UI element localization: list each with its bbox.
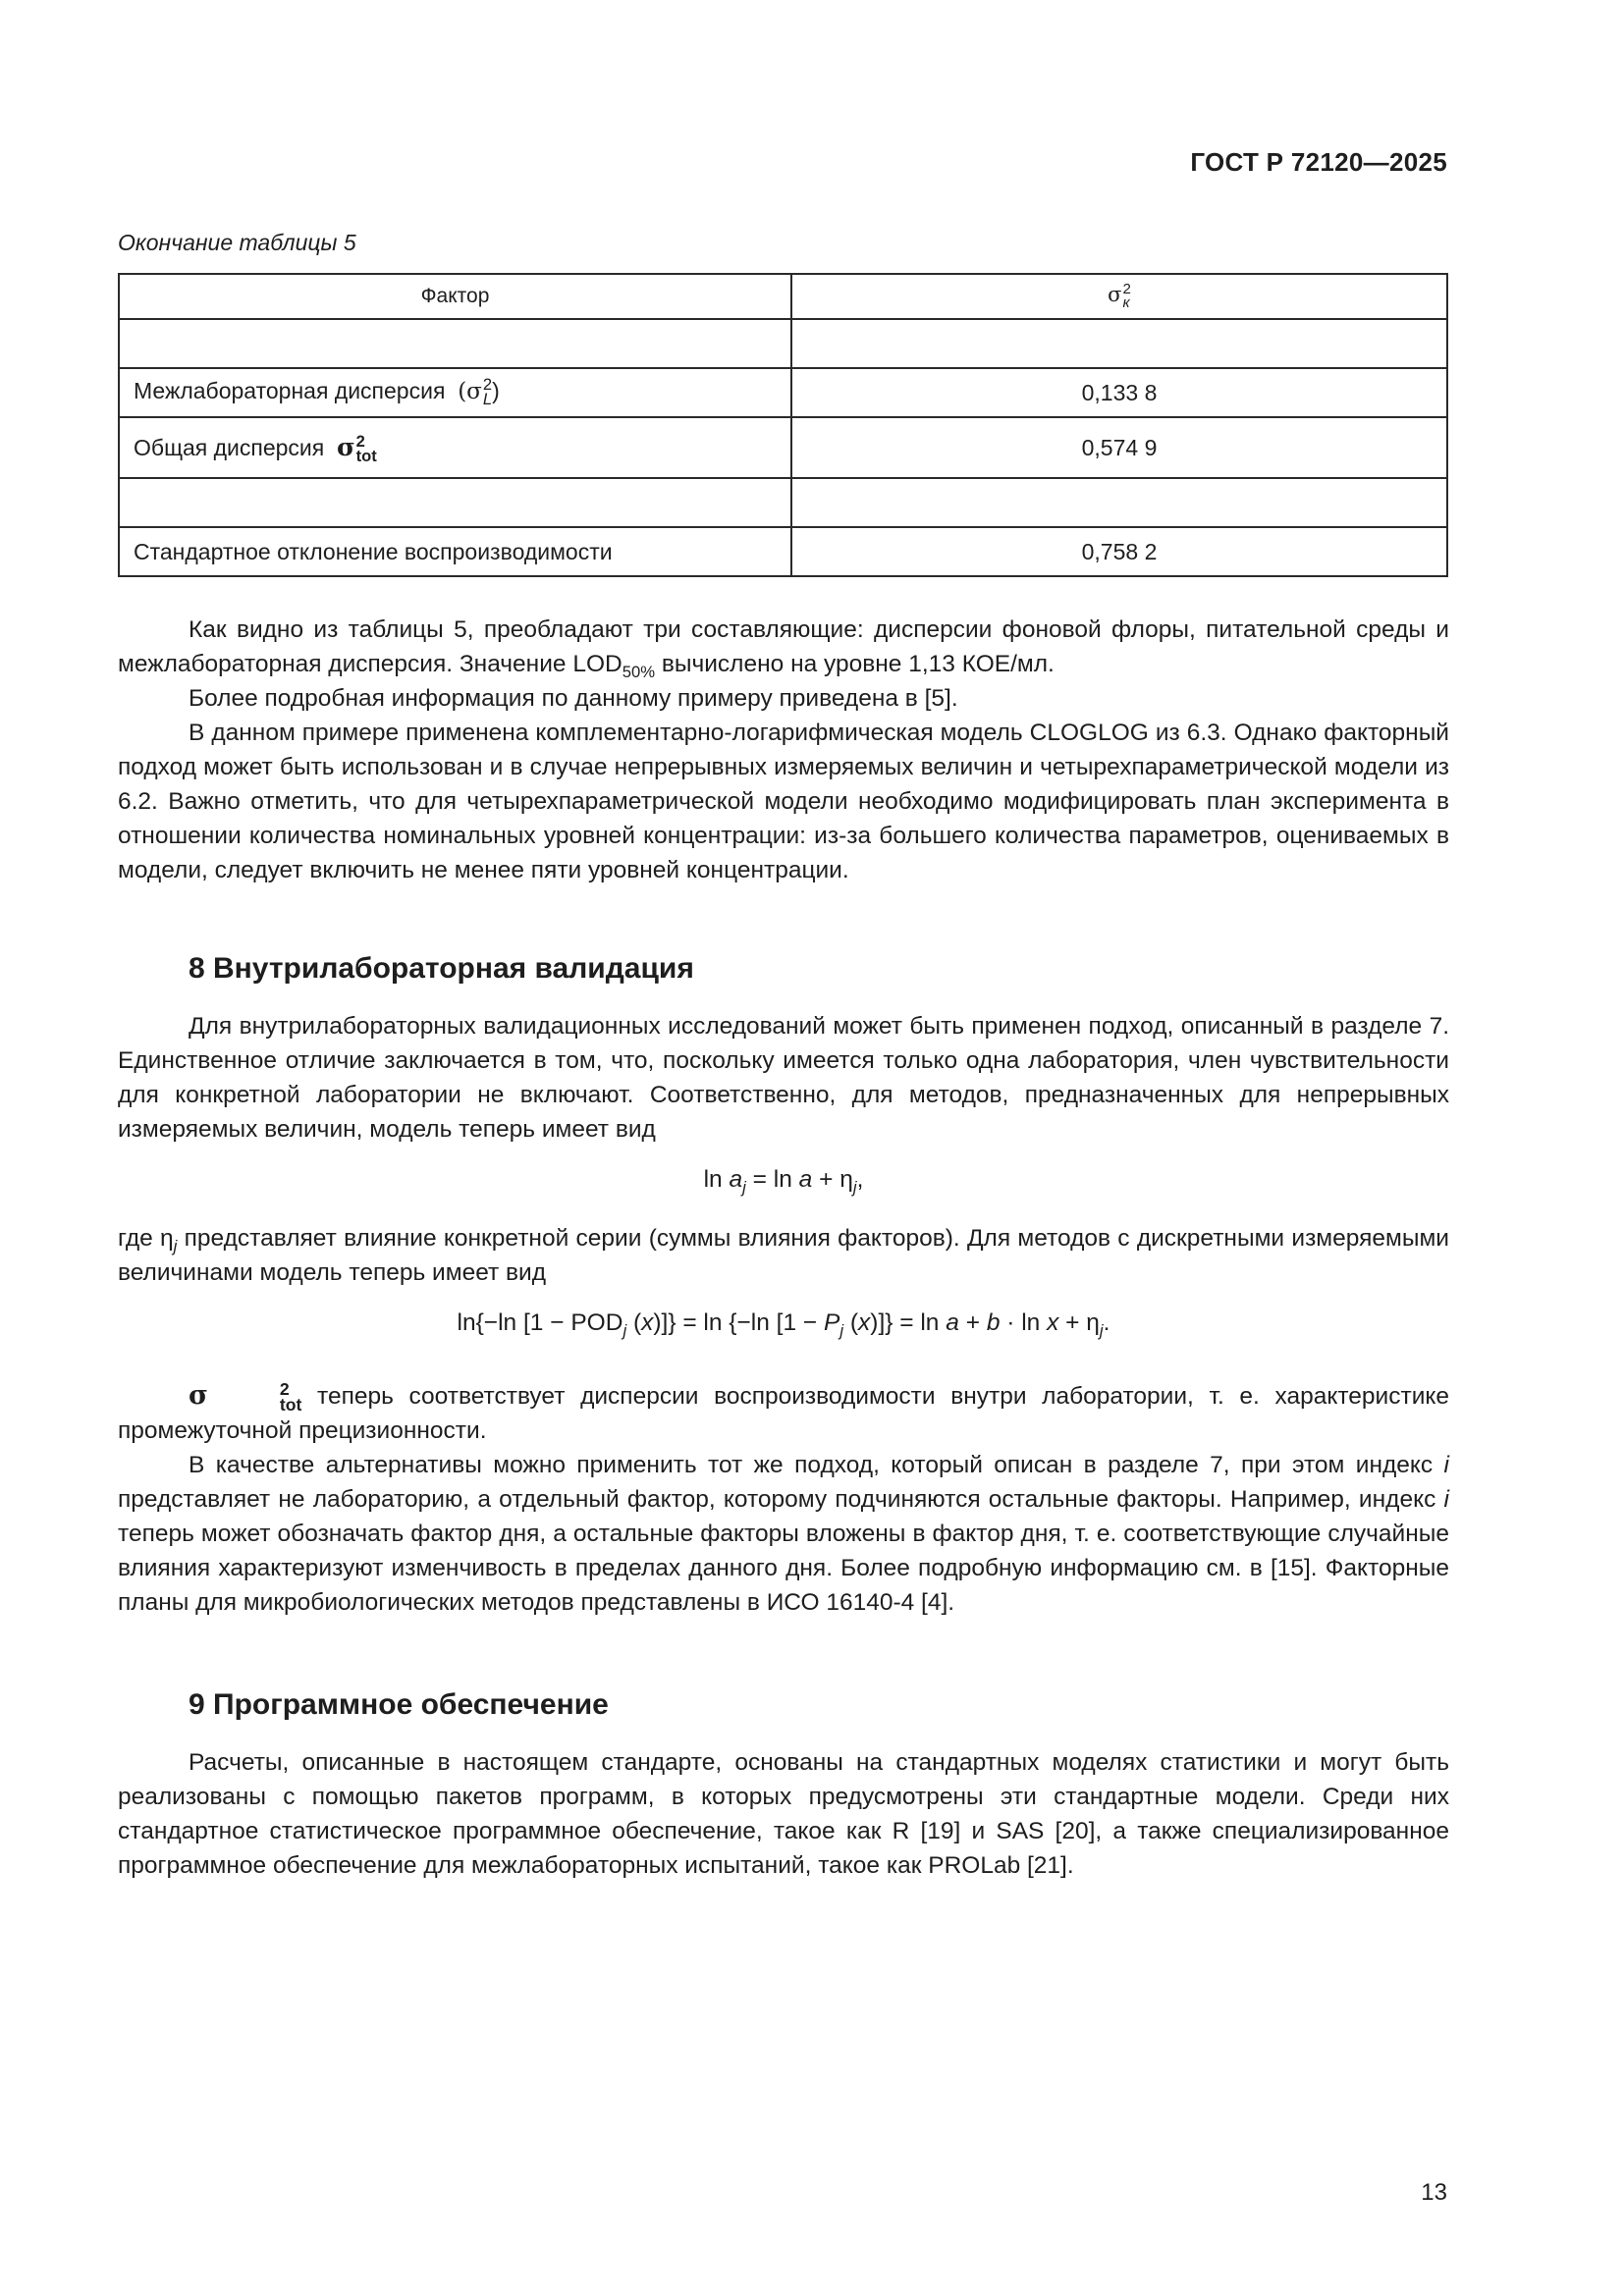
paragraph: где $\eta_j$ представляет влияние конкретной серии (суммы влияния факторов). Для методов с дискретными измеряемыми величинами модель теперь имеет вид (118, 1225, 1449, 1286)
row-label: Межлабораторная дисперсия (σ 2 L ) (119, 368, 791, 417)
header-sigma: σ 2 к (791, 274, 1447, 319)
paragraph: σ 2 tot теперь соответствует дисперсии воспроизводимости внутри лаборатории, т. е. характеристике промежуточной прецизионности. (118, 1378, 1449, 1444)
paragraph: Более подробная информация по данному примеру приведена в [5]. (189, 685, 958, 712)
table-row (119, 368, 1447, 417)
row-label: Стандартное отклонение воспроизводимости (119, 527, 791, 576)
section-8-where (118, 1221, 1449, 1290)
row-label: Общая дисперсия σ 2 tot (119, 417, 791, 478)
table-row (119, 417, 1447, 478)
paragraph: В качестве альтернативы можно применить тот же подход, который описан в разделе 7, при этом индекс i представляет не лабораторию, а отдельный фактор, которому подчиняются остальные факторы. Например, индекс i теперь может обозначать фактор дня, а остальные факторы вложены в фактор дня, т. е. соответствующие случайные влияния характеризуют изменчивость в пределах данного дня. Более подробную информацию см. в [15]. Факторные планы для микробиологических методов представлены в ИСО 16140-4 [4]. (118, 1452, 1449, 1616)
section-heading: 9 Программное обеспечение (189, 1688, 609, 1721)
page-number: 13 (1421, 2179, 1447, 2206)
standard-id: ГОСТ Р 72120—2025 (1190, 147, 1447, 177)
section-8-intro (118, 1009, 1449, 1147)
paragraph: Расчеты, описанные в настоящем стандарте, основаны на стандартных моделях статистики и могут быть реализованы с помощью пакетов программ, в которых предусмотрены эти стандартные модели. Среди них стандартное статистическое программное обеспечение, такое как R [19] и SAS [20], а также специализированное программное обеспечение для межлабораторных испытаний, такое как PROLab [21]. (118, 1749, 1449, 1879)
discussion-block (118, 613, 1449, 887)
formula-discrete: ln{−ln [$1 - POD_j$ (x)]} = ln {−ln [$1 - P_j$ $(x)]\} = \ln a + b \cdot \ln x + \eta_j$. (457, 1309, 1110, 1340)
paragraph: Как видно из таблицы 5, преобладают три составляющие: дисперсии фоновой флоры, питательной среды и межлабораторная дисперсия. Значение $LOD_{50\%}$ вычислено на уровне 1,13 КОЕ/мл. (118, 616, 1449, 681)
section-heading: 8 Внутрилабораторная валидация (189, 952, 694, 985)
row-value: 0,758 2 (791, 527, 1447, 576)
section-9-body (118, 1745, 1449, 1883)
table-row (119, 478, 1447, 527)
paragraph: В данном примере применена комплементарно-логарифмическая модель CLOGLOG из 6.3. Однако факторный подход может быть использован и в случае непрерывных измеряемых величин и четырехпараметрической модели из 6.2. Важно отметить, что для четырехпараметрической модели необходимо модифицировать план эксперимента в отношении количества номинальных уровней концентрации: из-за большего количества параметров, оцениваемых в модели, следует включить не менее пяти уровней концентрации. (118, 720, 1449, 883)
formula-continuous: $\ln a_j = \ln a + \eta_j$, (703, 1166, 864, 1197)
row-value: 0,133 8 (791, 368, 1447, 417)
table-row (119, 527, 1447, 576)
row-label (119, 478, 791, 527)
header-factor: Фактор (119, 274, 791, 319)
row-value: 0,574 9 (791, 417, 1447, 478)
section-8-body (118, 1378, 1449, 1620)
table-row (119, 319, 1447, 368)
paragraph: Для внутрилабораторных валидационных исследований может быть применен подход, описанный в разделе 7. Единственное отличие заключается в том, что, поскольку имеется только одна лаборатория, член чувствительности для конкретной лаборатории не включают. Соответственно, для методов, предназначенных для непрерывных измеряемых величин, модель теперь имеет вид (118, 1013, 1449, 1143)
row-value (791, 319, 1447, 368)
table-caption: Окончание таблицы 5 (118, 230, 356, 255)
table-header-row (119, 274, 1447, 319)
row-value (791, 478, 1447, 527)
factors-table (118, 273, 1448, 577)
row-label (119, 319, 791, 368)
